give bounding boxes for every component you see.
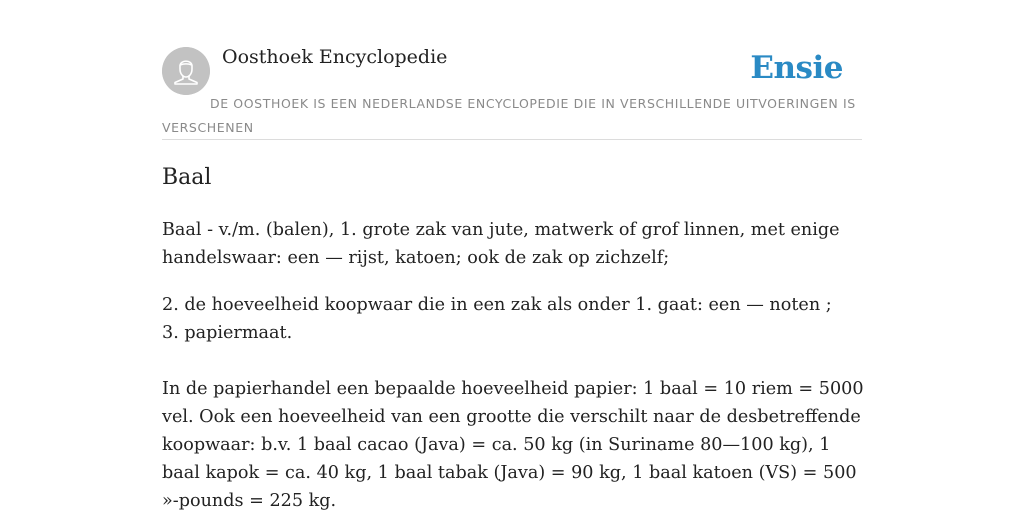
header-divider	[162, 139, 862, 140]
entry-title: Baal	[162, 165, 212, 190]
ensie-logo[interactable]: Ensie	[750, 50, 843, 86]
definition-paragraph-3: In de papierhandel een bepaalde hoeveelheid papier: 1 baal = 10 riem = 5000 vel. Ook een hoeveelheid van een grootte die verschilt naar de desbetreffende koopwaar: b.v. 1 baal cacao (Java) = ca. 50 kg (in Suriname 80—100 kg), 1 baal kapok = ca. 40 kg, 1 baal tabak (Java) = 90 kg, 1 baal katoen (VS) = 500 »-pounds = 225 kg.	[162, 379, 864, 511]
article	[162, 163, 872, 511]
user-icon	[162, 47, 210, 95]
definition-line-3: 3. papiermaat.	[162, 323, 293, 343]
source-tagline: DE OOSTHOEK IS EEN NEDERLANDSE ENCYCLOPEDIE DIE IN VERSCHILLENDE UITVOERINGEN IS VERSCHENEN	[162, 96, 856, 135]
source-header	[162, 44, 862, 140]
definition-line-2: 2. de hoeveelheid koopwaar die in een zak als onder 1. gaat: een — noten ;	[162, 295, 832, 315]
source-title[interactable]: Oosthoek Encyclopedie	[222, 46, 448, 68]
source-avatar[interactable]	[162, 47, 210, 95]
definition-paragraph-2	[162, 291, 872, 347]
definition-paragraph-1: Baal - v./m. (balen), 1. grote zak van jute, matwerk of grof linnen, met enige handelswaar: een — rijst, katoen; ook de zak op zichzelf;	[162, 220, 840, 268]
